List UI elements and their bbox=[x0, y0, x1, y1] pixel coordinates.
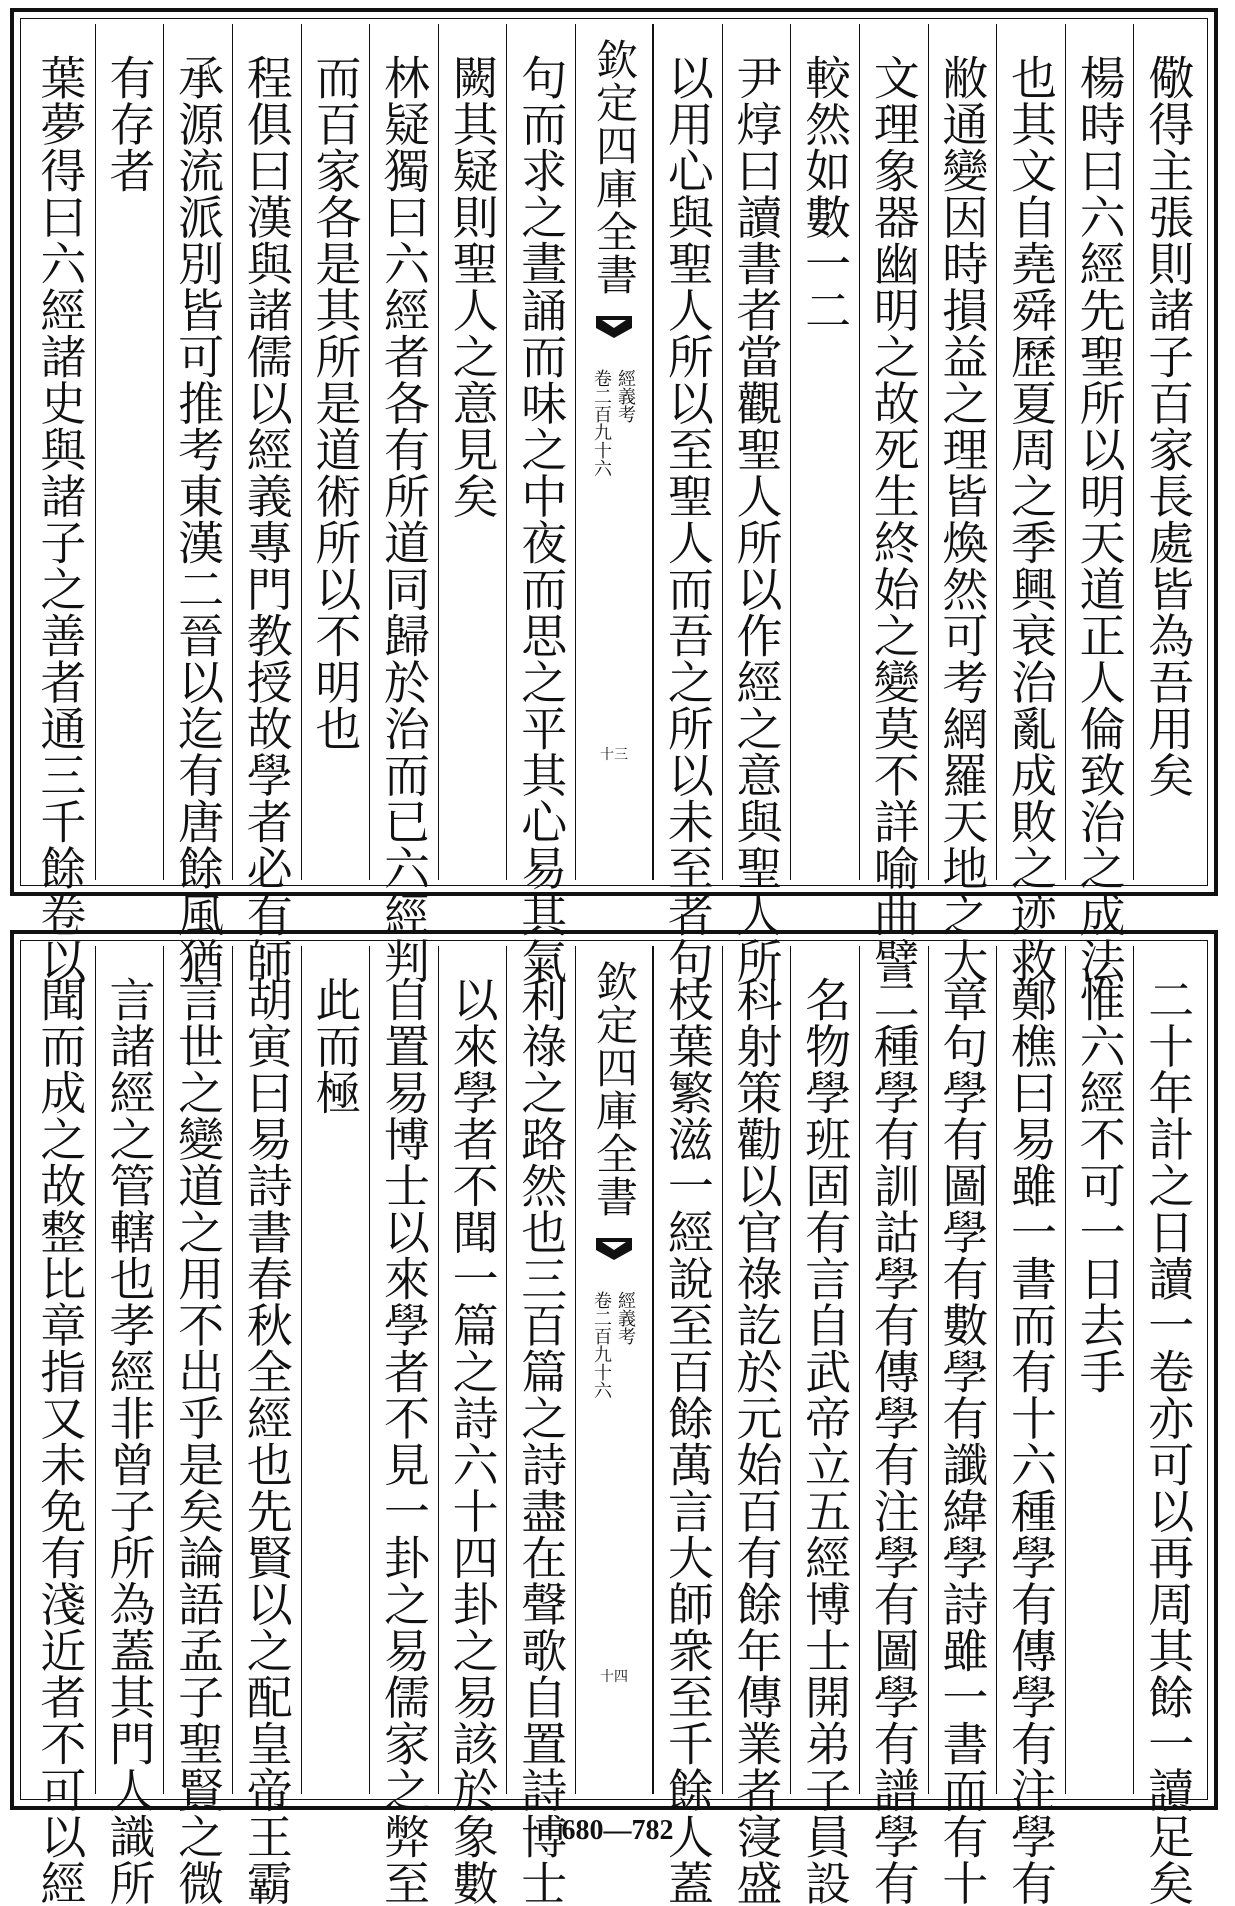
series-title: 欽定四庫全書 bbox=[590, 960, 639, 1218]
column-text: 尹焞曰讀書者當觀聖人所以作經之意與聖人所 bbox=[729, 54, 784, 984]
text-column bbox=[163, 946, 232, 1906]
text-column bbox=[790, 946, 859, 1906]
column-text: 也其文自堯舜歷夏周之季興衰治亂成敗之迹救 bbox=[1003, 54, 1058, 984]
column-text: 章句學有圖學有數學有讖緯學詩雖一書而有十 bbox=[935, 976, 990, 1906]
column-text: 闕其疑則聖人之意見矣 bbox=[445, 54, 500, 519]
text-column bbox=[301, 24, 370, 880]
column-text: 言世之變道之用不出乎是矣論語孟子聖賢之微 bbox=[171, 976, 226, 1906]
column-text: 胡寅曰易詩書春秋全經也先賢以之配皇帝王霸 bbox=[239, 976, 294, 1906]
column-text: 利祿之路然也三百篇之詩盡在聲歌自置詩博士 bbox=[514, 976, 569, 1906]
book-title: 經義考 bbox=[615, 1291, 636, 1345]
column-text: 句而求之晝誦而味之中夜而思之平其心易其氣 bbox=[514, 54, 569, 984]
text-column bbox=[1065, 24, 1134, 984]
fishtail-mark-icon bbox=[594, 1236, 634, 1262]
text-column bbox=[722, 24, 791, 984]
text-column bbox=[928, 946, 997, 1906]
column-text: 枝葉繁滋一經說至百餘萬言大師衆至千餘人蓋 bbox=[660, 976, 715, 1906]
top-page-columns bbox=[26, 24, 1202, 984]
book-title: 經義考 bbox=[615, 369, 636, 423]
text-column bbox=[928, 24, 997, 984]
column-text: 較然如數一二 bbox=[798, 54, 853, 333]
text-column bbox=[26, 946, 95, 1906]
text-column bbox=[859, 946, 928, 1906]
column-text: 儆得主張則諸子百家長處皆為吾用矣 bbox=[1141, 54, 1196, 798]
column-text: 承源流派別皆可推考東漢二晉以迄有唐餘風猶 bbox=[171, 54, 226, 984]
text-column bbox=[996, 24, 1065, 984]
text-column bbox=[26, 24, 95, 984]
page-footer-number: 680—782 bbox=[561, 1815, 674, 1846]
column-text: 而百家各是其所是道術所以不明也 bbox=[308, 54, 363, 752]
text-column bbox=[859, 24, 928, 984]
column-text: 二十年計之日讀一卷亦可以再周其餘一讀足矣 bbox=[1141, 976, 1196, 1906]
fishtail-mark-icon bbox=[594, 314, 634, 340]
column-text: 林疑獨曰六經者各有所道同歸於治而已六經判 bbox=[376, 54, 431, 984]
column-text: 惟六經不可一日去手 bbox=[1072, 976, 1127, 1395]
text-column bbox=[369, 946, 438, 1906]
text-column bbox=[506, 24, 575, 984]
text-column bbox=[163, 24, 232, 984]
text-column bbox=[790, 24, 859, 880]
text-column bbox=[653, 24, 722, 984]
text-column bbox=[1065, 946, 1134, 1794]
column-text: 楊時曰六經先聖所以明天道正人倫致治之成法 bbox=[1072, 54, 1127, 984]
column-text: 葉夢得曰六經諸史與諸子之善者通三千餘卷以 bbox=[33, 54, 88, 984]
text-column bbox=[722, 946, 791, 1906]
text-column bbox=[1133, 946, 1202, 1906]
column-text: 以來學者不聞一篇之詩六十四卦之易該於象數 bbox=[445, 976, 500, 1906]
column-text: 聞而成之故整比章指又未免有淺近者不可以經 bbox=[33, 976, 88, 1906]
folio-number: 十三 bbox=[600, 747, 628, 763]
column-text: 鄭樵曰易雖一書而有十六種學有傳學有注學有 bbox=[1003, 976, 1058, 1906]
volume-number: 卷二百九十六 bbox=[591, 1291, 612, 1399]
text-column bbox=[653, 946, 722, 1906]
center-gutter bbox=[575, 24, 653, 880]
column-text: 二種學有訓詁學有傳學有注學有圖學有譜學有 bbox=[866, 976, 921, 1906]
text-column bbox=[438, 24, 507, 880]
text-column bbox=[95, 24, 164, 880]
column-text: 自置易博士以來學者不見一卦之易儒家之弊至 bbox=[376, 976, 431, 1906]
column-text: 名物學班固有言自武帝立五經博士開弟子員設 bbox=[798, 976, 853, 1906]
column-text: 言諸經之管轄也孝經非曾子所為蓋其門人識所 bbox=[102, 976, 157, 1906]
column-text: 以用心與聖人所以至聖人而吾之所以未至者句 bbox=[660, 54, 715, 984]
column-text: 敝通變因時損益之理皆煥然可考網羅天地之大 bbox=[935, 54, 990, 984]
volume-number: 卷二百九十六 bbox=[591, 369, 612, 477]
text-column bbox=[232, 946, 301, 1906]
text-column bbox=[232, 24, 301, 984]
column-text: 有存者 bbox=[102, 54, 157, 194]
column-text: 文理象器幽明之故死生終始之變莫不詳喻曲譬 bbox=[866, 54, 921, 984]
folio-number: 十四 bbox=[600, 1669, 628, 1685]
text-column bbox=[369, 24, 438, 984]
column-text: 科射策勸以官祿訖於元始百有餘年傳業者寖盛 bbox=[729, 976, 784, 1906]
text-column bbox=[438, 946, 507, 1906]
text-column bbox=[301, 946, 370, 1794]
text-column bbox=[95, 946, 164, 1906]
column-text: 此而極 bbox=[308, 976, 363, 1116]
top-page-frame bbox=[10, 8, 1218, 984]
text-column bbox=[1133, 24, 1202, 880]
text-column bbox=[996, 946, 1065, 1906]
center-gutter bbox=[575, 946, 653, 1794]
series-title: 欽定四庫全書 bbox=[590, 38, 639, 296]
text-column bbox=[506, 946, 575, 1906]
column-text: 程俱曰漢與諸儒以經義專門教授故學者必有師 bbox=[239, 54, 294, 984]
